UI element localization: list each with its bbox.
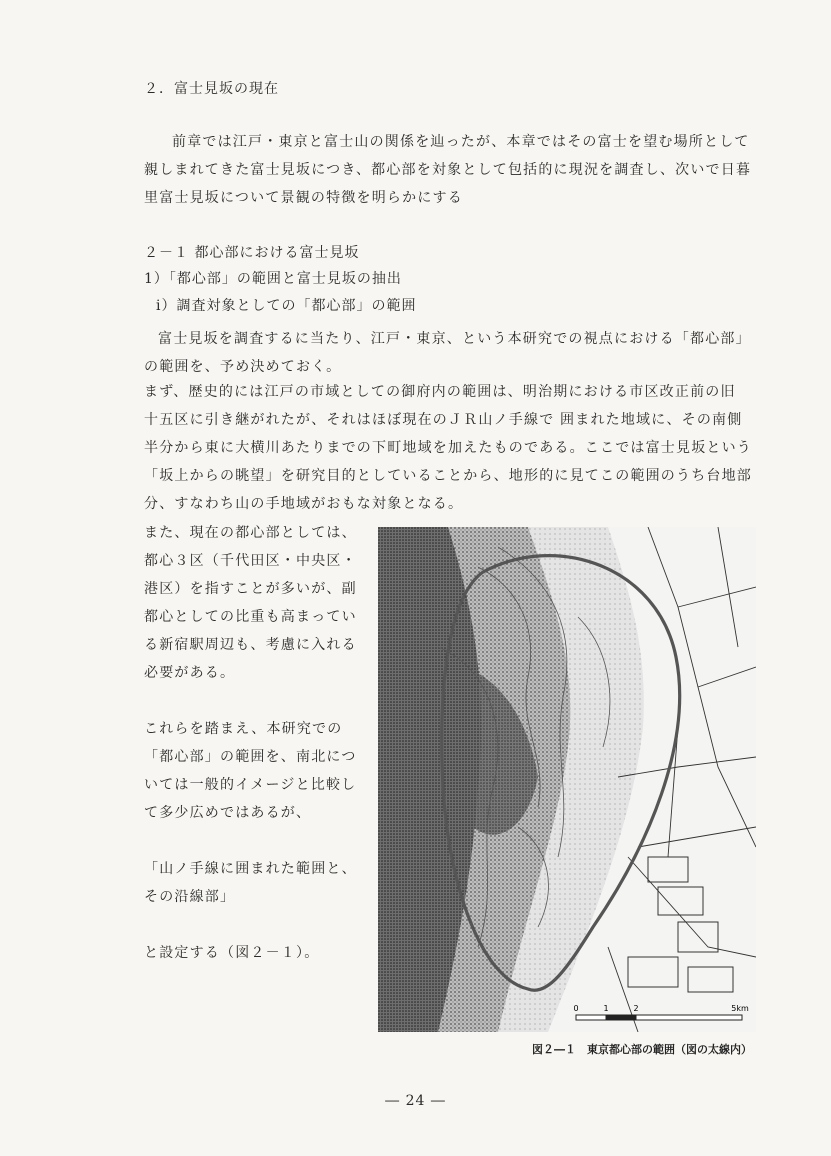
left-column-line: て多少広めではあるが、 bbox=[144, 805, 312, 821]
intro-line: 親しまれてきた富士見坂につき、都心部を対象として包括的に現況を調査し、次いで日暮 bbox=[144, 162, 752, 178]
scale-label: 5km bbox=[731, 1004, 749, 1013]
figure-caption: 図２―１ 東京都心部の範囲（図の太線内） bbox=[532, 1043, 752, 1056]
left-column-line: る新宿駅周辺も、考慮に入れる bbox=[144, 637, 357, 653]
page-number: ― 24 ― bbox=[385, 1093, 446, 1109]
left-column-line: と設定する（図２－１）。 bbox=[144, 945, 320, 961]
left-column-text bbox=[144, 519, 357, 967]
body-paragraph-1 bbox=[144, 325, 751, 381]
subsection-title: ２－１ 都心部における富士見坂 bbox=[144, 245, 360, 261]
intro-line: 里富士見坂について景観の特徴を明らかにする bbox=[144, 190, 463, 206]
item-1-heading: 1）「都心部」の範囲と富士見坂の抽出 bbox=[144, 271, 402, 287]
section-title: ２．富士見坂の現在 bbox=[144, 81, 279, 97]
tokyo-relief-map bbox=[378, 527, 756, 1032]
left-column-line: 「都心部」の範囲を、南北につ bbox=[144, 749, 357, 765]
scale-label: 2 bbox=[633, 1004, 639, 1013]
left-column-line: 港区）を指すことが多いが、副 bbox=[144, 581, 357, 597]
left-column-line: 必要がある。 bbox=[144, 665, 236, 681]
body-line: 半分から東に大横川あたりまでの下町地域を加えたものである。ここでは富士見坂という bbox=[144, 440, 752, 456]
left-column-line: その沿線部」 bbox=[144, 889, 236, 905]
body-line: 十五区に引き継がれたが、それはほぼ現在のＪＲ山ノ手線で 囲まれた地域に、その南側 bbox=[144, 412, 743, 428]
left-column-line: 都心３区（千代田区・中央区・ bbox=[144, 553, 357, 569]
scale-label: 0 bbox=[573, 1004, 579, 1013]
intro-line: 前章では江戸・東京と富士山の関係を辿ったが、本章ではその富士を望む場所として bbox=[172, 134, 750, 150]
left-column-line: また、現在の都心部としては、 bbox=[144, 525, 357, 541]
body-line: 「坂上からの眺望」を研究目的としていることから、地形的に見てこの範囲のうち台地部 bbox=[144, 468, 752, 484]
left-column-line: 都心としての比重も高まってい bbox=[144, 609, 357, 625]
left-column-line: いては一般的イメージと比較し bbox=[144, 777, 357, 793]
left-column-line: 「山ノ手線に囲まれた範囲と、 bbox=[144, 861, 357, 877]
map-figure bbox=[378, 527, 756, 1032]
body-paragraph-2 bbox=[144, 378, 752, 518]
scale-label: 1 bbox=[603, 1004, 609, 1013]
left-column-line: これらを踏まえ、本研究での bbox=[144, 721, 343, 737]
item-i-heading: i）調査対象としての「都心部」の範囲 bbox=[156, 298, 417, 314]
body-line: 富士見坂を調査するに当たり、江戸・東京、という本研究での視点における「都心部」 bbox=[158, 331, 751, 347]
body-line: まず、歴史的には江戸の市域としての御府内の範囲は、明治期における市区改正前の旧 bbox=[144, 384, 736, 400]
body-line: の範囲を、予め決めておく。 bbox=[144, 359, 342, 375]
body-line: 分、すなわち山の手地域がおもな対象となる。 bbox=[144, 496, 464, 512]
intro-paragraph bbox=[144, 128, 752, 212]
